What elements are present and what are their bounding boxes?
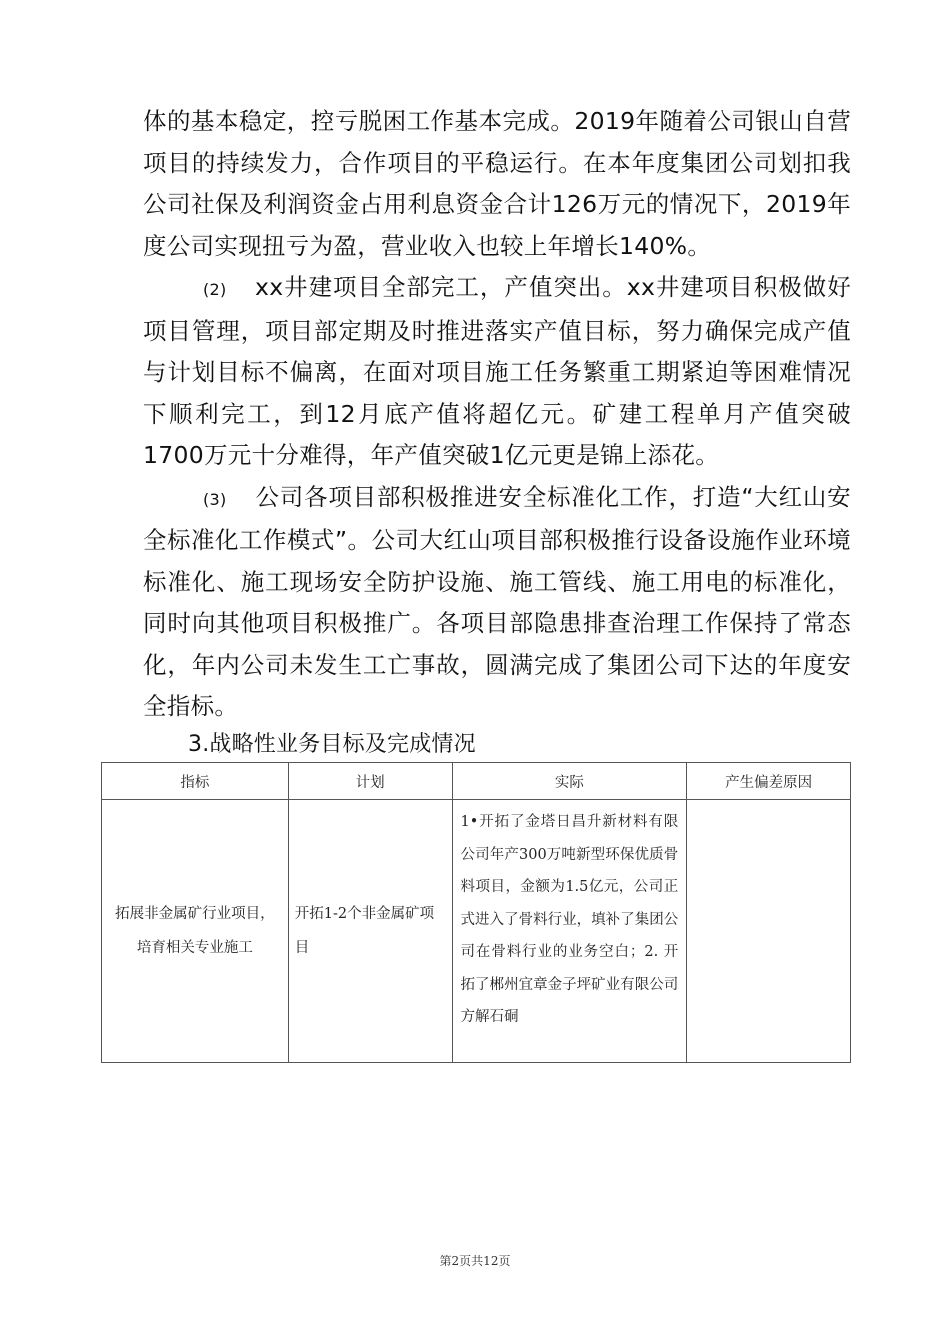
paragraph-2 [143, 267, 851, 477]
header-deviation: 产生偏差原因 [687, 763, 851, 800]
cell-actual: 1•开拓了金塔日昌升新材料有限公司年产300万吨新型环保优质骨料项目，金额为1.5亿元，公司正式进入了骨料行业，填补了集团公司在骨料行业的业务空白；2. 开拓了郴州宜章金子坪矿业有限公司方解石硐 [452, 800, 687, 1063]
table-row [102, 800, 851, 1063]
body-text [143, 101, 851, 728]
cell-deviation [687, 800, 851, 1063]
paragraph-1 [143, 101, 851, 267]
cell-plan: 开拓1-2个非金属矿项目 [288, 800, 452, 1063]
table-header-row [102, 763, 851, 800]
cell-indicator: 拓展非金属矿行业项目，培育相关专业施工 [102, 800, 289, 1063]
paragraph-1-text: 体的基本稳定，控亏脱困工作基本完成。2019年随着公司银山自营项目的持续发力，合作项目的平稳运行。在本年度集团公司划扣我公司社保及利润资金占用利息资金合计126万元的情况下，2019年度公司实现扭亏为盈，营业收入也较上年增长140%。 [143, 107, 851, 260]
strategic-goals-table [101, 762, 851, 1063]
paragraph-3 [143, 477, 851, 728]
header-plan: 计划 [288, 763, 452, 800]
header-actual: 实际 [452, 763, 687, 800]
paragraph-2-text: xx井建项目全部完工，产值突出。xx井建项目积极做好项目管理，项目部定期及时推进落实产值目标，努力确保完成产值与计划目标不偏离，在面对项目施工任务繁重工期紧迫等困难情况下顺利完工，到12月底产值将超亿元。矿建工程单月产值突破1700万元十分难得，年产值突破1亿元更是锦上添花。 [143, 273, 851, 469]
paragraph-3-number: (3) [203, 489, 227, 509]
paragraph-2-number: (2) [203, 280, 227, 299]
paragraph-3-text: 公司各项目部积极推进安全标准化工作，打造“大红山安全标准化工作模式”。公司大红山项目部积极推行设备设施作业环境标准化、施工现场安全防护设施、施工管线、施工用电的标准化，同时向其他项目积极推广。各项目部隐患排查治理工作保持了常态化，年内公司未发生工亡事故，圆满完成了集团公司下达的年度安全指标。 [143, 482, 851, 720]
page-footer: 第2页共12页 [439, 1254, 511, 1268]
header-indicator: 指标 [102, 763, 289, 800]
section-heading: 3.战略性业务目标及完成情况 [188, 732, 476, 757]
